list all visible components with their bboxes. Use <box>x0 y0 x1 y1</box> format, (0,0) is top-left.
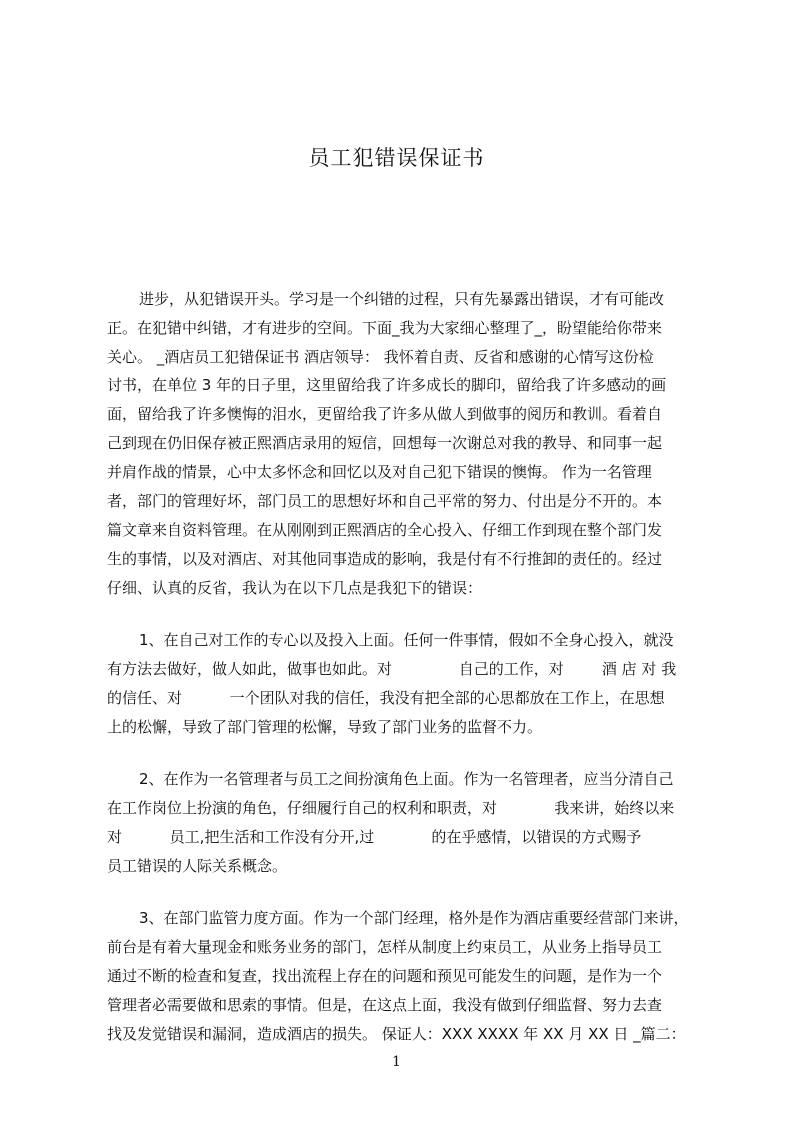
paragraph-line: 有方法去做好，做人如此，做事也如此。对 自己的工作，对 酒 店 对 我 <box>107 660 677 678</box>
paragraph-line: 通过不断的检查和复查，找出流程上存在的问题和预见可能发生的问题，是作为一个 <box>107 967 663 985</box>
paragraph-line: 讨书，在单位 3 年的日子里，这里留给我了许多成长的脚印，留给我了许多感动的画 <box>107 376 667 394</box>
paragraph-line: 仔细、认真的反省，我认为在以下几点是我犯下的错误： <box>107 579 483 597</box>
paragraph-line: 面，留给我了许多懊悔的泪水，更留给我了许多从做人到做事的阅历和教训。看着自 <box>107 405 663 423</box>
paragraph-line: 生的事情，以及对酒店、对其他同事造成的影响，我是付有不行推卸的责任的。经过 <box>107 550 663 568</box>
paragraph-line: 进步，从犯错误开头。学习是一个纠错的过程，只有先暴露出错误，才有可能改 <box>139 290 665 308</box>
paragraph-line: 者，部门的管理好坏，部门员工的思想好坏和自己平常的努力、付出是分不开的。本 <box>107 492 663 510</box>
document-title: 员工犯错误保证书 <box>308 146 485 170</box>
paragraph-line: 对 员工,把生活和工作没有分开,过 的在乎感情，以错误的方式赐予 <box>107 828 642 846</box>
paragraph-line: 篇文章来自资料管理。在从刚刚到正熙酒店的全心投入、仔细工作到现在整个部门发 <box>107 521 663 539</box>
paragraph-line: 找及发觉错误和漏洞，造成酒店的损失。 保证人：XXX XXXX 年 XX 月 XX 日 _篇二： <box>107 1025 686 1043</box>
paragraph-line: 管理者必需要做和思索的事情。但是，在这点上面，我没有做到仔细监督、努力去查 <box>107 996 663 1014</box>
paragraph-line: 上的松懈，导致了部门管理的松懈，导致了部门业务的监督不力。 <box>107 718 543 736</box>
paragraph-line: 前台是有着大量现金和账务业务的部门，怎样从制度上约束员工，从业务上指导员工 <box>107 938 663 956</box>
paragraph-line: 并肩作战的情景，心中太多怀念和回忆以及对自己犯下错误的懊悔。 作为一名管理 <box>107 463 652 481</box>
paragraph-line: 3、在部门监管力度方面。作为一个部门经理，格外是作为酒店重要经营部门来讲， <box>139 909 689 927</box>
paragraph-line: 关心。 _酒店员工犯错保证书 酒店领导： 我怀着自责、反省和感谢的心情写这份检 <box>107 348 654 366</box>
paragraph-line: 正。在犯错中纠错，才有进步的空间。下面_我为大家细心整理了_，盼望能给你带来 <box>107 319 663 337</box>
paragraph-line: 2、在作为一名管理者与员工之间扮演角色上面。作为一名管理者，应当分清自己 <box>139 770 674 788</box>
page-number: 1 <box>392 1054 401 1070</box>
paragraph-line: 1、在自己对工作的专心以及投入上面。任何一件事情，假如不全身心投入，就没 <box>139 631 674 649</box>
paragraph-line: 己到现在仍旧保存被正熙酒店录用的短信，回想每一次谢总对我的教导、和同事一起 <box>107 434 663 452</box>
paragraph-line: 在工作岗位上扮演的角色，仔细履行自己的权利和职责，对 我来讲，始终以来 <box>107 799 675 817</box>
paragraph-line: 的信任、对 一个团队对我的信任，我没有把全部的心思都放在工作上，在思想 <box>107 689 665 707</box>
paragraph-line: 员工错误的人际关系概念。 <box>107 857 288 875</box>
